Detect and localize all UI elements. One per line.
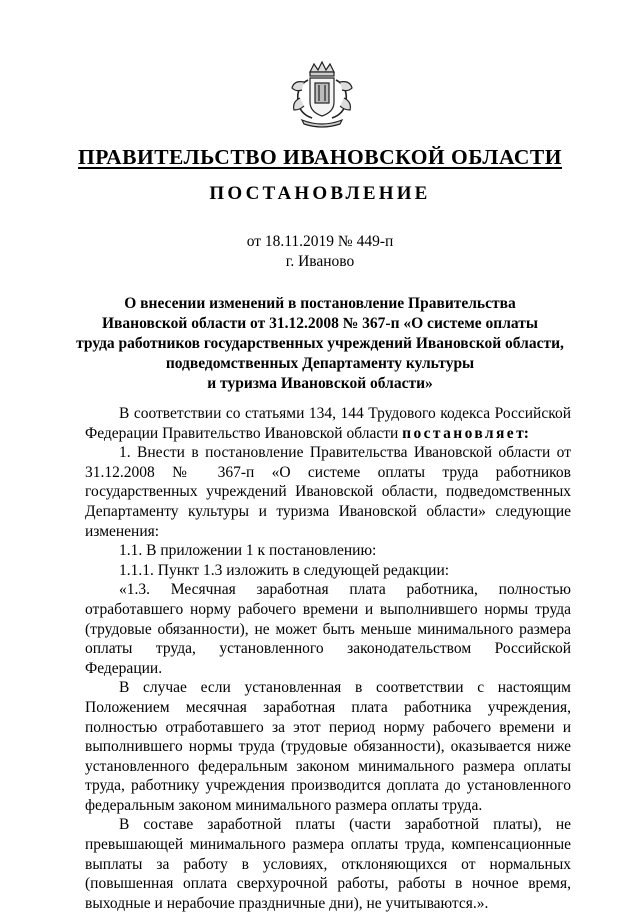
government-title: ПРАВИТЕЛЬСТВО ИВАНОВСКОЙ ОБЛАСТИ [78, 145, 562, 169]
body-paragraph-preamble [85, 404, 571, 443]
document-title [0, 294, 640, 394]
body-paragraph: «1.3. Месячная заработная плата работника, полностью отработавшего норму рабочего времени и выполнившего нормы труда (трудовые обязанности), не может быть меньше минимального размера оплаты труда, установленного законодательством Российской Федерации. [85, 581, 571, 677]
preamble-text: В соответствии со статьями 134, 144 Трудового кодекса Российской Федерации Правительство Ивановской области [85, 405, 571, 442]
city: г. Иваново [285, 253, 355, 270]
document-title-line: Ивановской области от 31.12.2008 № 367-п «О системе оплаты [102, 315, 538, 332]
date-number: от 18.11.2019 № 449-п [246, 233, 394, 250]
document-title-line: и туризма Ивановской области» [207, 375, 433, 392]
body-paragraph: 1.1.1. Пункт 1.3 изложить в следующей редакции: [119, 561, 450, 579]
document-title-line: подведомственных Департаменту культуры [165, 355, 475, 372]
resolves-word: постановляе [402, 424, 517, 442]
ivanovo-coat-of-arms-icon [286, 58, 358, 130]
document-title-line: труда работников государственных учреждений Ивановской области, [76, 335, 564, 352]
body-paragraph: 1.1. В приложении 1 к постановлению: [119, 542, 377, 560]
body-paragraph: 1. Внести в постановление Правительства Ивановской области от 31.12.2008 № 367-п «О системе оплаты труда работников государственных учреждений Ивановской области, подведомственных Департаменту культуры и туризма Ивановской области» следующие изменения: [85, 444, 571, 540]
body-paragraph: В случае если установленная в соответствии с настоящим Положением месячная заработная плата работника учреждения, полностью отработавшего за этот период норму рабочего времени и выполнившего нормы труда (трудовые обязанности), оказывается ниже установленного федеральным законом минимального размера оплаты труда, работнику учреждения производится доплата до установленного федеральным законом минимального размера оплаты труда. [85, 679, 571, 814]
document-body [85, 404, 571, 913]
resolves-word-tail: т: [516, 424, 529, 442]
document-type: ПОСТАНОВЛЕНИЕ [209, 183, 431, 204]
document-title-line: О внесении изменений в постановление Правительства [124, 295, 516, 312]
body-paragraph: В составе заработной платы (части заработной платы), не превышающей минимального размера оплаты труда, компенсационные выплаты за работу в условиях, отклоняющихся от нормальных (повышенная оплата сверхурочной работы, работы в ночное время, выходные и нерабочие праздничные дни), не учитываются.». [85, 816, 571, 912]
